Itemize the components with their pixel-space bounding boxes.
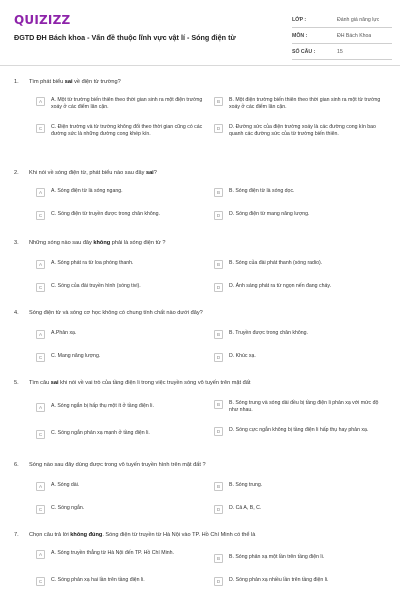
question-text: Tìm câu sai khi nói về vai trò của tầng điện li trong việc truyền sóng vô tuyến trên mặt đất xyxy=(29,380,251,386)
meta-label: SỐ CÂU : xyxy=(292,48,316,55)
option-letter-box: C xyxy=(36,283,45,292)
option-letter-box: C xyxy=(36,353,45,362)
option-letter-box: B xyxy=(214,400,223,409)
answer-option-b[interactable] xyxy=(214,554,384,563)
answer-option-d[interactable] xyxy=(214,505,384,514)
answer-option-b[interactable] xyxy=(214,188,384,197)
option-letter-box: D xyxy=(214,505,223,514)
option-text: B. Sóng trung và sóng dài đều bị tầng điện li phản xạ với mức độ như nhau. xyxy=(229,400,379,414)
answer-option-a[interactable] xyxy=(36,188,206,197)
option-letter-box: A xyxy=(36,330,45,339)
option-text: C. Sóng của đài truyền hình (sóng tivi). xyxy=(51,283,141,289)
worksheet-meta xyxy=(292,12,392,60)
option-text: A. Sóng dài. xyxy=(51,482,80,488)
meta-row-subject xyxy=(292,28,392,44)
question-stem xyxy=(14,380,386,394)
option-text: A. Một từ trường biến thiên theo thời gian sinh ra một điện trường xoáy ở các điểm lân cận. xyxy=(51,97,203,111)
question-number: 2. xyxy=(14,170,19,176)
answer-option-d[interactable] xyxy=(214,427,384,436)
question-3 xyxy=(14,240,386,290)
question-stem xyxy=(14,462,386,476)
question-stem xyxy=(14,240,386,254)
question-number: 5. xyxy=(14,380,19,386)
question-text: Tìm phát biểu sai về điện từ trường? xyxy=(29,79,121,85)
meta-value: Đánh giá năng lực xyxy=(337,16,380,23)
question-number: 6. xyxy=(14,462,19,468)
answer-option-a[interactable] xyxy=(36,97,206,111)
option-text: D. Sóng điện từ mang năng lượng. xyxy=(229,211,310,217)
question-5 xyxy=(14,380,386,437)
option-text: C. Điện trường và từ trường không đổi theo thời gian cũng có các đường sức là những đường cong khép kín. xyxy=(51,124,203,138)
option-text: C. Mang năng lượng. xyxy=(51,353,101,359)
question-number: 3. xyxy=(14,240,19,246)
option-letter-box: B xyxy=(214,260,223,269)
option-letter-box: A xyxy=(36,403,45,412)
meta-label: LỚP : xyxy=(292,16,307,23)
option-letter-box: A xyxy=(36,482,45,491)
option-text: C. Sóng ngắn. xyxy=(51,505,85,511)
option-letter-box: A xyxy=(36,550,45,559)
question-1 xyxy=(14,79,386,138)
option-letter-box: C xyxy=(36,430,45,439)
answer-option-d[interactable] xyxy=(214,211,384,220)
option-text: A. Sóng ngắn bị hấp thụ một ít ở tầng điện li. xyxy=(51,403,154,409)
meta-row-class xyxy=(292,12,392,28)
option-text: D. Sóng cực ngắn không bị tầng điện li hấp thụ hay phản xạ. xyxy=(229,427,369,433)
option-text: D. Đường sức của điện trường xoáy là các đường cong kín bao quanh các đường sức của từ trường biến thiên. xyxy=(229,124,376,138)
option-letter-box: B xyxy=(214,482,223,491)
option-letter-box: C xyxy=(36,211,45,220)
answer-option-c[interactable] xyxy=(36,283,206,292)
answer-option-d[interactable] xyxy=(214,353,384,362)
meta-row-count xyxy=(292,44,392,60)
answer-option-c[interactable] xyxy=(36,577,206,586)
question-4 xyxy=(14,310,386,360)
question-6 xyxy=(14,462,386,512)
option-text: C. Sóng phản xạ hai lần trên tầng điện li. xyxy=(51,577,145,583)
question-stem xyxy=(14,310,386,324)
option-text: D. Ánh sáng phát ra từ ngọn nến đang cháy. xyxy=(229,283,332,289)
option-text: B. Sóng trung. xyxy=(229,482,263,488)
answer-option-c[interactable] xyxy=(36,353,206,362)
answer-option-a[interactable] xyxy=(36,550,206,559)
answer-option-a[interactable] xyxy=(36,482,206,491)
option-letter-box: D xyxy=(214,211,223,220)
question-stem xyxy=(14,79,386,93)
meta-value: 15 xyxy=(337,48,343,55)
option-letter-box: A xyxy=(36,97,45,106)
option-text: B. Một điện trường biến thiên theo thời gian sinh ra một từ trường xoáy ở các điểm lân cận. xyxy=(229,97,381,111)
answer-option-b[interactable] xyxy=(214,482,384,491)
answer-option-d[interactable] xyxy=(214,124,384,138)
option-text: C. Sóng ngắn phản xạ mạnh ở tầng điện li. xyxy=(51,430,150,436)
option-letter-box: C xyxy=(36,124,45,133)
option-letter-box: C xyxy=(36,505,45,514)
option-text: D. Cả A, B, C. xyxy=(229,505,262,511)
question-text: Khi nói về sóng điện từ, phát biểu nào sau đây sai? xyxy=(29,170,157,176)
option-text: A. Sóng truyền thẳng từ Hà Nội đến TP. Hồ Chí Minh. xyxy=(51,550,174,556)
option-text: A. Sóng điện từ là sóng ngang. xyxy=(51,188,123,194)
option-letter-box: B xyxy=(214,188,223,197)
question-text: Sóng nào sau đây dùng được trong vô tuyến truyền hình trên mặt đất ? xyxy=(29,462,206,468)
question-number: 7. xyxy=(14,532,19,538)
option-text: A. Sóng phát ra từ loa phóng thanh. xyxy=(51,260,134,266)
meta-label: MÔN : xyxy=(292,32,308,39)
question-text: Những sóng nào sau đây không phải là sóng điện từ ? xyxy=(29,240,166,246)
answer-option-c[interactable] xyxy=(36,211,206,220)
answer-option-b[interactable] xyxy=(214,330,384,339)
question-7 xyxy=(14,532,386,584)
answer-option-b[interactable] xyxy=(214,260,384,269)
option-text: B. Sóng phản xạ một lần trên tầng điện li. xyxy=(229,554,325,560)
answer-option-c[interactable] xyxy=(36,505,206,514)
option-letter-box: C xyxy=(36,577,45,586)
option-letter-box: D xyxy=(214,124,223,133)
option-text: B. Sóng điện từ là sóng dọc. xyxy=(229,188,295,194)
meta-value: ĐH Bách Khoa xyxy=(337,32,372,39)
option-text: C. Sóng điện từ truyền được trong chân không. xyxy=(51,211,160,217)
question-text: Chọn câu trả lời không đúng. Sóng điện từ truyền từ Hà Nội vào TP. Hồ Chí Minh có thể là xyxy=(29,532,256,538)
option-letter-box: D xyxy=(214,427,223,436)
answer-option-a[interactable] xyxy=(36,330,206,339)
option-letter-box: A xyxy=(36,188,45,197)
answer-option-d[interactable] xyxy=(214,577,384,586)
question-stem xyxy=(14,170,386,184)
question-number: 1. xyxy=(14,79,19,85)
option-letter-box: D xyxy=(214,577,223,586)
option-letter-box: B xyxy=(214,554,223,563)
option-letter-box: D xyxy=(214,283,223,292)
option-letter-box: D xyxy=(214,353,223,362)
answer-option-a[interactable] xyxy=(36,260,206,269)
question-stem xyxy=(14,532,386,546)
option-text: B. Sóng của đài phát thanh (sóng radio). xyxy=(229,260,323,266)
worksheet-title: ĐGTD ĐH Bách khoa - Vấn đề thuộc lĩnh vực vật lí - Sóng điện từ xyxy=(14,33,236,42)
answer-option-b[interactable] xyxy=(214,97,384,111)
option-letter-box: A xyxy=(36,260,45,269)
option-text: D. Khúc xạ. xyxy=(229,353,256,359)
answer-option-c[interactable] xyxy=(36,430,206,439)
question-number: 4. xyxy=(14,310,19,316)
option-letter-box: B xyxy=(214,330,223,339)
answer-option-c[interactable] xyxy=(36,124,206,138)
answer-option-b[interactable] xyxy=(214,400,384,414)
option-text: A.Phản xạ. xyxy=(51,330,77,336)
option-letter-box: B xyxy=(214,97,223,106)
option-text: D. Sóng phản xạ nhiều lần trên tầng điện li. xyxy=(229,577,329,583)
question-text: Sóng điện từ và sóng cơ học không có chung tính chất nào dưới đây? xyxy=(29,310,203,316)
question-2 xyxy=(14,170,386,218)
answer-option-a[interactable] xyxy=(36,403,206,412)
answer-option-d[interactable] xyxy=(214,283,384,292)
worksheet-header xyxy=(0,0,400,66)
option-text: B. Truyền được trong chân không. xyxy=(229,330,308,336)
quizizz-logo: QUIZIZZ xyxy=(14,13,71,27)
